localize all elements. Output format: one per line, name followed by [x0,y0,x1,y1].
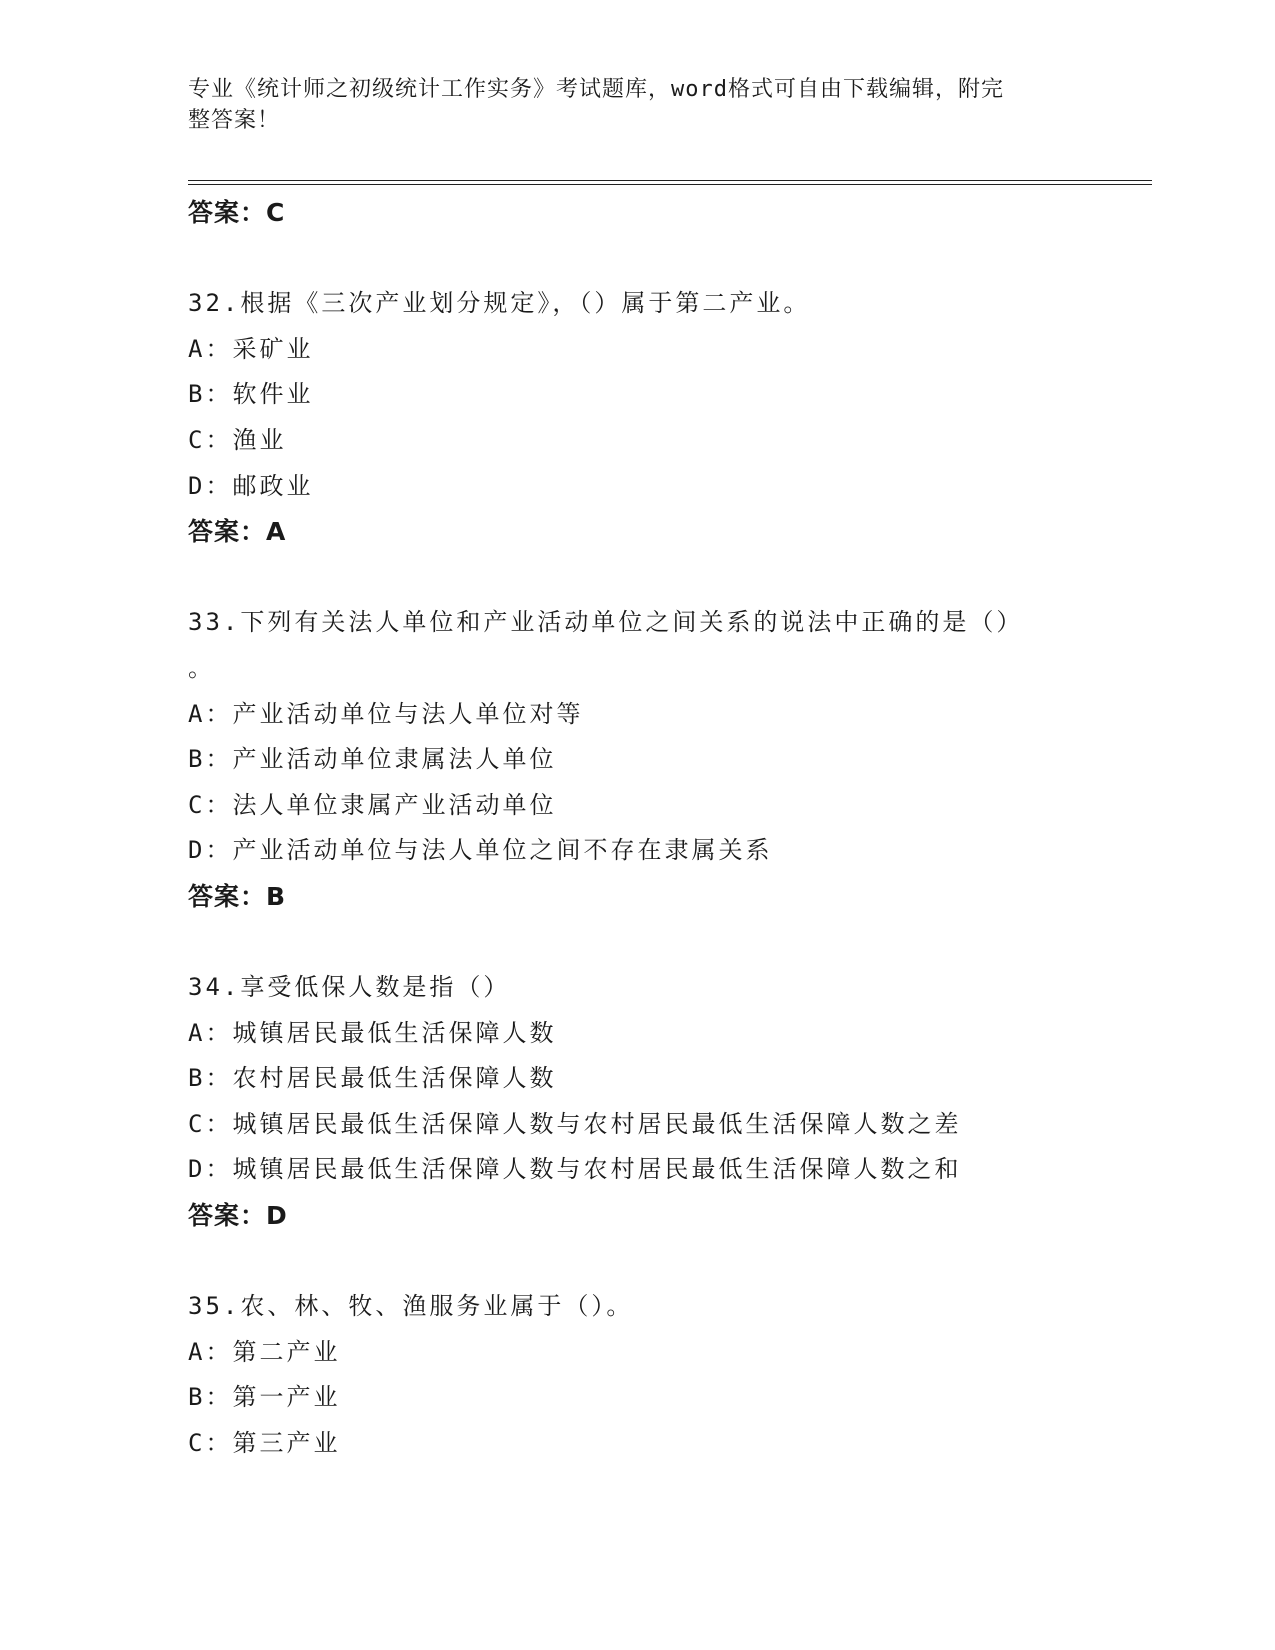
spacer [188,920,1088,966]
header-line-1: 专业《统计师之初级统计工作实务》考试题库，word格式可自由下载编辑，附完 [188,77,1004,102]
option-a: A：产业活动单位与法人单位对等 [188,699,584,728]
option-d: D：邮政业 [188,471,314,500]
question-stem: 32.根据《三次产业划分规定》，（）属于第二产业。 [188,289,811,318]
option-a: A：城镇居民最低生活保障人数 [188,1018,557,1047]
option-c: C：第三产业 [188,1429,341,1458]
question-stem: 35.农、林、牧、渔服务业属于（）。 [188,1292,634,1321]
option-a: A：第二产业 [188,1337,341,1366]
question-32 [188,281,1088,555]
option-c: C：法人单位隶属产业活动单位 [188,790,557,819]
answer-label: 答案：A [188,517,287,547]
question-34 [188,965,1088,1239]
option-b: B：农村居民最低生活保障人数 [188,1064,557,1093]
option-b: B：第一产业 [188,1383,341,1412]
answer-label: 答案：D [188,1201,288,1231]
option-d: D：产业活动单位与法人单位之间不存在隶属关系 [188,836,773,865]
spacer [188,555,1088,601]
option-b: B：软件业 [188,380,314,409]
option-c: C：城镇居民最低生活保障人数与农村居民最低生活保障人数之差 [188,1109,962,1138]
option-b: B：产业活动单位隶属法人单位 [188,745,557,774]
previous-answer: 答案：C [188,198,286,227]
question-33 [188,600,1088,919]
header-rule-bottom [188,184,1152,185]
answer-label: 答案：B [188,881,287,911]
spacer [188,236,1088,282]
question-35 [188,1284,1088,1466]
question-stem: 33.下列有关法人单位和产业活动单位之间关系的说法中正确的是（） [188,608,1024,637]
question-list [188,190,1088,1467]
document-header [188,74,1068,136]
question-stem: 34.享受低保人数是指（） [188,973,511,1002]
question-stem-continuation: 。 [188,653,212,682]
header-rule-top [188,180,1152,181]
spacer [188,1239,1088,1285]
option-d: D：城镇居民最低生活保障人数与农村居民最低生活保障人数之和 [188,1155,962,1184]
option-c: C：渔业 [188,425,287,454]
option-a: A：采矿业 [188,334,314,363]
header-line-2: 整答案！ [188,108,281,133]
